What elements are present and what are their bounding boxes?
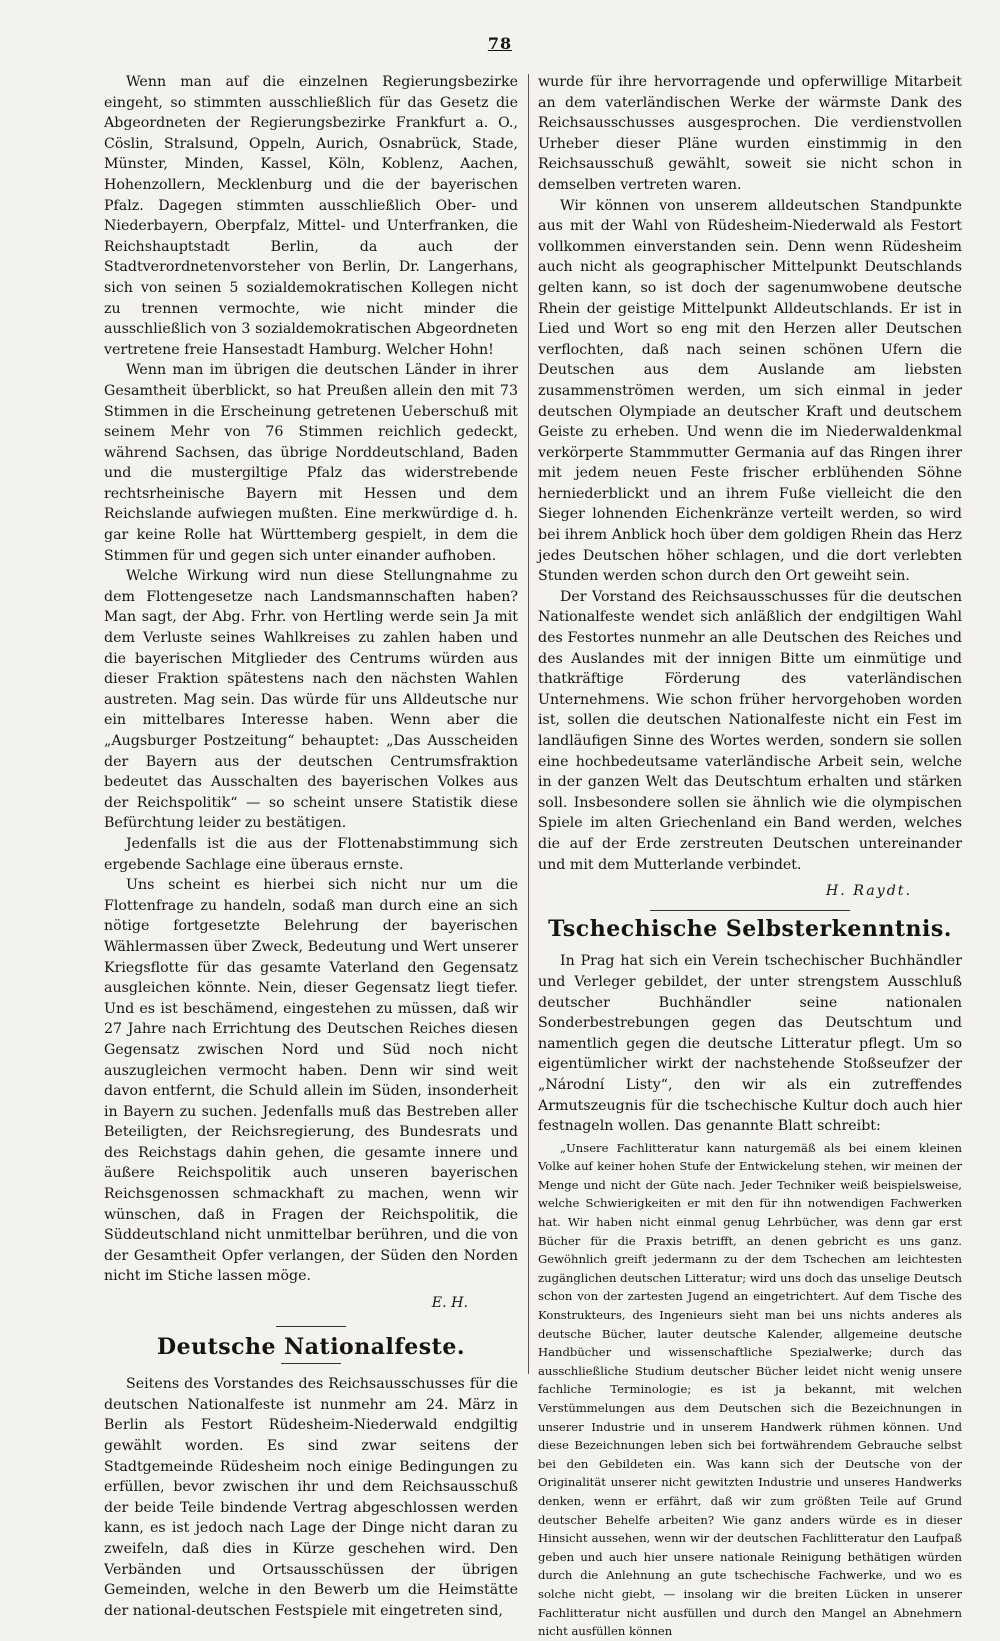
paragraph: Wir können von unserem alldeutschen Standpunkte aus mit der Wahl von Rüdesheim-Niederwald als Festort vollkommen einverstanden sein. Denn wenn Rüdesheim auch nicht als geographischer Mittelpunkt Deutschlands gelten kann, so ist doch der sagenumwobene deutsche Rhein der geistige Mittelpunkt Alldeutschlands. Er ist in Lied und Wort so eng mit den Herzen aller Deutschen verflochten, daß nach seinen schönen Ufern die Deutschen aus dem Auslande am liebsten zusammenströmen werden, um sich einmal in jeder deutschen Olympiade an deutscher Kraft und deutschem Geiste zu erheben. Und wenn die im Niederwaldenkmal verkörperte Stammmutter Germania auf das Ringen ihrer mit jedem neuen Feste frischer erblühenden Söhne herniederblickt und an ihrem Fuße vielleicht die den Sieger lohnenden Eichenkränze verteilt werden, so wird bei ihrem Anblick hoch über dem goldigen Rhein das Herz jedes Deutschen höher schlagen, und die dort verlebten Stunden werden schon durch den Ort geweiht sein. [538, 197, 962, 585]
page-number: 78 [487, 34, 513, 53]
column-divider [528, 74, 529, 1374]
paragraph: Jedenfalls ist die aus der Flottenabstimmung sich ergebende Sachlage eine überaus ernste. [104, 835, 518, 873]
signature-eh: E. H. [431, 1295, 468, 1312]
paragraph: Welche Wirkung wird nun diese Stellungnahme zu dem Flottengesetze nach Landsmannschaften haben? Man sagt, der Abg. Frhr. von Hertling werde sein Ja mit dem Verluste seines Wahlkreises zu zahlen haben und die bayerischen Mitglieder des Centrums würden aus dieser Fraktion spätestens nach den nächsten Wahlen austreten. Mag sein. Das würde für uns Alldeutsche nur ein mittelbares Interesse haben. Wenn aber die „Augsburger Postzeitung“ behauptet: „Das Ausscheiden der Bayern aus der deutschen Centrumsfraktion bedeutet das Ausschalten des bayerischen Volkes aus der Reichspolitik“ — so scheint unsere Statistik diese Befürchtung leider zu bestätigen. [104, 568, 518, 832]
quote-narodni-listy: „Unsere Fachlitteratur kann naturgemäß als bei einem kleinen Volke auf keiner hohen Stufe der Entwickelung stehen, wir meinen der Menge und nicht der Güte nach. Jeder Techniker weiß beispielsweise, welche Schwierigkeiten er mit den für ihn notwendigen Fachwerken hat. Wir haben nicht einmal genug Lehrbücher, was denn gar erst Bücher für die Praxis betrifft, an denen gebricht es uns ganz. Gewöhnlich greift jedermann zu der dem Tschechen am leichtesten zugänglichen deutschen Litteratur; wird uns doch das unselige Deutsch schon von der zartesten Jugend an eingetrichtert. Auf dem Tische des Konstrukteurs, des Ingenieurs sieht man bei uns nichts anderes als deutsche Bücher, lauter deutsche Kalender, allgemeine deutsche Handbücher und wissenschaftliche Spezialwerke; durch das ausschließliche Studium deutscher Bücher leidet nicht wenig unsere fachliche Terminologie; es ist ja bekannt, mit welchen Verstümmelungen aus dem Deutschen sich die Bezeichnungen in unserer Industrie und in unserem Handwerk rühmen können. Und diese Bezeichnungen leben sich bei fortwährendem Gebrauche selbst bei den Gebildeten ein. Was kann sich der Deutsche von der Originalität unserer nicht gewitzten Industrie und unseres Handwerks denken, wenn er erfährt, daß wir zum größten Teile auf Grund deutscher Behelfe arbeiten? Wie ganz anders würde es in dieser Hinsicht aussehen, wenn wir der deutschen Fachlitteratur den Laufpaß geben und auch hier unsere nationale Reinigung bethätigen würden durch die Anlehnung an gute tschechische Fachwerke, und wo es solche nicht giebt, — insolang wir die breiten Lücken in unserer Fachlitteratur nicht ausfüllen und durch den Mangel an Abnehmern nicht ausfüllen können [538, 1140, 963, 1639]
section-rule [650, 910, 850, 911]
paragraph: Wenn man im übrigen die deutschen Länder in ihrer Gesamtheit überblickt, so hat Preußen allein den mit 73 Stimmen in die Erscheinung getretenen Ueberschuß mit seinem Mehr von 76 Stimmen reichlich gedeckt, während Sachsen, das übrige Norddeutschland, Baden und die mustergiltige Pfalz das widerstrebende rechtsrheinische Bayern mit Hessen und dem Reichslande aufwiegen mußten. Eine merkwürdige d. h. gar keine Rolle hat Württemberg gespielt, in dem die Stimmen für und gegen sich unter einander aufhoben. [104, 362, 518, 564]
heading-underline [281, 1363, 341, 1364]
heading-tschechische: Tschechische Selbsterkenntnis. [548, 915, 952, 942]
paragraph: Der Vorstand des Reichsausschusses für die deutschen Nationalfeste wendet sich anläßlich der endgiltigen Wahl des Festortes nunmehr an alle Deutschen des Reiches und des Auslandes mit der innigen Bitte um einmütige und thatkräftige Förderung des vaterländischen Unternehmens. Wie schon früher hervorgehoben worden ist, sollen die deutschen Nationalfeste nicht ein Fest im landläufigen Sinne des Wortes werden, sondern sie sollen eine hochbedeutsame vaterländische Arbeit sein, welche in der ganzen Welt das Deutschtum erhalten und stärken soll. Insbesondere sollen sie ähnlich wie die olympischen Spiele im alten Griechenland ein Band werden, welches die auf der Erde zerstreuten Deutschen untereinander und mit dem Mutterlande verbindet. [538, 588, 962, 873]
paragraph: Wenn man auf die einzelnen Regierungsbezirke eingeht, so stimmten ausschließlich für das Gesetz die Abgeordneten der Regierungsbezirke Frankfurt a. O., Cöslin, Stralsund, Oppeln, Aurich, Osnabrück, Stade, Münster, Minden, Kassel, Köln, Koblenz, Aachen, Hohenzollern, Mecklenburg und die der bayerischen Pfalz. Dagegen stimmten ausschließlich Ober- und Niederbayern, Oberpfalz, Mittel- und Unterfranken, die Reichshauptstadt Berlin, da auch der Stadtverordnetenvorsteher von Berlin, Dr. Langerhans, sich von seinen 5 sozialdemokratischen Kollegen nicht zu trennen vermochte, wie nicht minder die ausschließlich von 3 sozialdemokratischen Abgeordneten vertretene freie Hansestadt Hamburg. Welcher Hohn! [104, 74, 518, 358]
right-column [538, 72, 962, 1641]
paragraph: Uns scheint es hierbei sich nicht nur um die Flottenfrage zu handeln, sodaß man durch eine an sich nötige fortgesetzte Belehrung der bayerischen Wählermassen über Zweck, Bedeutung und Wert unserer Kriegsflotte für das gesamte Vaterland den Gegensatz ausgleichen könnte. Nein, dieser Gegensatz liegt tiefer. Und es ist beschämend, eingestehen zu müssen, daß wir 27 Jahre nach Errichtung des Deutschen Reiches diesen Gegensatz zwischen Nord und Süd noch nicht auszugleichen vermocht haben. Denn wir sind weit davon entfernt, die Schuld allein im Süden, insonderheit in Bayern zu suchen. Jedenfalls muß das Bestreben aller Beteiligten, der Reichsregierung, des Bundesrats und des Reichstags dahin gehen, die gesamte innere und äußere Reichspolitik auch unseren bayerischen Reichsgenossen schmackhaft zu machen, wenn wir wünschen, daß in Fragen der Reichspolitik, die Süddeutschland nicht unmittelbar berühren, und die von der Gesamtheit Opfer verlangen, der Süden den Norden nicht im Stiche lassen möge. [104, 877, 518, 1285]
section-rule [276, 1326, 346, 1327]
signature-raydt: H. Raydt. [825, 883, 912, 900]
paragraph-nationalfeste: Seitens des Vorstandes des Reichsausschusses für die deutschen Nationalfeste ist nunmehr am 24. März in Berlin als Festort Rüdesheim-Niederwald endgiltig gewählt worden. Es sind zwar seitens der Stadtgemeinde Rüdesheim noch einige Bedingungen zu erfüllen, bevor zwischen ihr und dem Reichsausschuß der beide Teile bindende Vertrag abgeschlossen werden kann, es ist jedoch nach Lage der Dinge nicht daran zu zweifeln, daß dies in Kürze geschehen wird. Den Verbänden und Ortsausschüssen der übrigen Gemeinden, welche in den Bewerb um die Heimstätte der national-deutschen Festspiele mit eingetreten sind, [104, 1376, 518, 1619]
paragraph-tschechisch-intro: In Prag hat sich ein Verein tschechischer Buchhändler und Verleger gebildet, der unter strengstem Ausschluß deutscher Buchhändler seine nationalen Sonderbestrebungen gegen das Deutschtum und namentlich gegen die deutsche Litteratur pflegt. Um so eigentümlicher wirkt der nachstehende Stoßseufzer der „Národní Listy“, den wir als ein zutreffendes Armutszeugnis für die tschechische Kultur doch auch hier festnageln wollen. Das genannte Blatt schreibt: [538, 953, 962, 1135]
heading-nationalfeste: Deutsche Nationalfeste. [157, 1333, 465, 1360]
paragraph: wurde für ihre hervorragende und opferwillige Mitarbeit an dem vaterländischen Werke der wärmste Dank des Reichsausschusses ausgesprochen. Die verdienstvollen Urheber dieser Pläne wurden einstimmig in den Reichsausschuß gewählt, soweit sie nicht schon in demselben vertreten waren. [538, 74, 962, 193]
left-column [104, 72, 518, 1621]
